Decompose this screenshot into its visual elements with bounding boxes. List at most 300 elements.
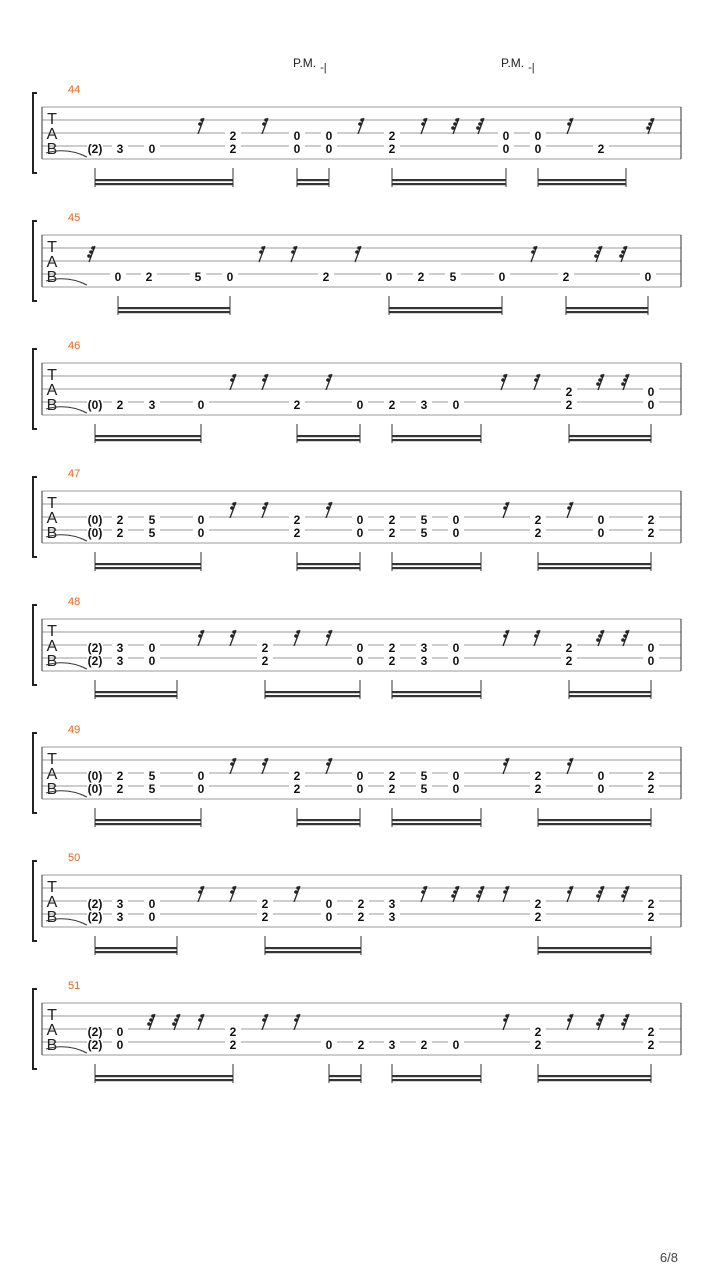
fret-number: 2 [116, 398, 124, 412]
measure-number: 45 [68, 212, 81, 224]
fret-number: 3 [116, 897, 124, 911]
beam-line [392, 1079, 481, 1081]
rest-dot [87, 254, 91, 258]
beam-line [95, 179, 233, 181]
rest-dot [149, 1018, 153, 1022]
fret-number: 2 [647, 897, 655, 911]
rest-dot [503, 890, 507, 894]
fret-number: 3 [420, 654, 428, 668]
fret-number: 2 [261, 897, 269, 911]
rest-dot [232, 630, 236, 634]
rest-dot [598, 890, 602, 894]
beam-line [118, 311, 230, 313]
tab-clef-letter: T [47, 751, 57, 768]
fret-number: 2 [229, 1038, 237, 1052]
rest-dot [294, 634, 298, 638]
fret-number: 2 [597, 142, 605, 156]
beam-line [95, 183, 233, 185]
rest-dot [198, 1018, 202, 1022]
beam-line [297, 567, 360, 569]
beam-line [538, 1079, 651, 1081]
fret-number: 2 [293, 398, 301, 412]
fret-number: 3 [116, 910, 124, 924]
fret-number: 0 [148, 910, 156, 924]
rest-dot [623, 634, 627, 638]
beam-group [95, 1064, 233, 1083]
rest-dot [232, 502, 236, 506]
fret-number: 0 [293, 142, 301, 156]
system-bracket [33, 93, 37, 173]
palm-mute-end: -| [320, 62, 327, 74]
beam-group [95, 424, 201, 443]
rest-dot [478, 122, 482, 126]
rest-dot [326, 634, 330, 638]
beam-line [297, 179, 329, 181]
rest-dot [451, 126, 455, 130]
rest-dot [596, 894, 600, 898]
fret-number: 2 [647, 1025, 655, 1039]
beam-group [95, 680, 177, 699]
fret-number: 2 [565, 641, 573, 655]
fret-number: 2 [647, 769, 655, 783]
rest-dot [230, 378, 234, 382]
palm-mute-end: -| [528, 62, 535, 74]
page-number: 6/8 [659, 1250, 678, 1265]
fret-number: 3 [388, 897, 396, 911]
fret-number: 0 [356, 513, 364, 527]
fret-number: 2 [388, 782, 396, 796]
fret-number: 0 [597, 782, 605, 796]
tab-clef-letter: A [46, 126, 58, 143]
palm-mute-marker-2 [501, 56, 535, 74]
beam-line [95, 691, 177, 693]
fret-number: 2 [293, 782, 301, 796]
rest-dot [503, 1018, 507, 1022]
fret-number: 0 [116, 1038, 124, 1052]
tab-clef-letter: A [46, 766, 58, 783]
tab-clef-letter: A [46, 254, 58, 271]
fret-number: 3 [148, 398, 156, 412]
beam-group [392, 808, 481, 827]
rest-dot [596, 638, 600, 642]
fret-number: 2 [565, 398, 573, 412]
rest-dot [264, 758, 268, 762]
tab-system-51 [33, 980, 681, 1083]
fret-number: 0 [452, 1038, 460, 1052]
rest-dot [505, 886, 509, 890]
beam-group [329, 1064, 361, 1083]
rest-dot [296, 1014, 300, 1018]
beam-line [329, 1079, 361, 1081]
rest-dot [648, 122, 652, 126]
fret-number: 0 [452, 782, 460, 796]
fret-number: 0 [644, 270, 652, 284]
rest-dot [569, 502, 573, 506]
rest-dot [567, 122, 571, 126]
system-bracket [33, 861, 37, 941]
beam-line [95, 439, 201, 441]
beam-line [392, 691, 481, 693]
fret-number: 2 [562, 270, 570, 284]
tab-clef-letter: T [47, 111, 57, 128]
fret-number: 0 [452, 398, 460, 412]
fret-number: 0 [647, 398, 655, 412]
rest-dot [293, 246, 297, 250]
rest-dot [478, 890, 482, 894]
fret-number: 2 [388, 641, 396, 655]
fret-number: 5 [449, 270, 457, 284]
beam-group [538, 808, 651, 827]
fret-number: 2 [388, 769, 396, 783]
beam-group [95, 808, 201, 827]
fret-number: 2 [322, 270, 330, 284]
fret-number: 2 [229, 129, 237, 143]
fret-number: (2) [87, 1038, 103, 1052]
tab-clef-letter: B [46, 1037, 58, 1054]
fret-number: 5 [148, 769, 156, 783]
system-bracket [33, 605, 37, 685]
fret-number: 0 [356, 782, 364, 796]
system-bracket [33, 477, 37, 557]
rest-dot [151, 1014, 155, 1018]
measure-number: 50 [68, 852, 81, 864]
beam-line [538, 951, 651, 953]
fret-number: 0 [148, 897, 156, 911]
rest-dot [480, 886, 484, 890]
rest-dot [328, 374, 332, 378]
rest-dot [505, 1014, 509, 1018]
tab-clef-letter: T [47, 879, 57, 896]
fret-number: 2 [116, 769, 124, 783]
rest-dot [536, 374, 540, 378]
rest-dot [230, 634, 234, 638]
beam-line [265, 695, 360, 697]
tab-system-46 [33, 340, 681, 443]
fret-number: 2 [417, 270, 425, 284]
fret-number: (0) [87, 526, 103, 540]
fret-number: 0 [325, 129, 333, 143]
fret-number: 5 [420, 513, 428, 527]
beam-line [538, 947, 651, 949]
beam-group [538, 168, 626, 187]
beam-line [538, 823, 651, 825]
tab-clef-letter: B [46, 397, 58, 414]
rest-dot [623, 378, 627, 382]
beam-group [569, 424, 651, 443]
fret-number: 5 [194, 270, 202, 284]
fret-number: 2 [534, 769, 542, 783]
rest-dot [198, 122, 202, 126]
beam-line [118, 307, 230, 309]
tab-system-50 [33, 852, 681, 955]
rest-dot [176, 1014, 180, 1018]
tab-clef-letter: A [46, 894, 58, 911]
rest-dot [501, 378, 505, 382]
rest-dot [326, 762, 330, 766]
rest-dot [505, 630, 509, 634]
fret-number: 3 [388, 1038, 396, 1052]
beam-line [329, 1075, 361, 1077]
beam-line [95, 563, 201, 565]
rest-dot [89, 250, 93, 254]
fret-number: 0 [197, 782, 205, 796]
tab-clef-letter: B [46, 909, 58, 926]
rest-dot [296, 630, 300, 634]
beam-line [95, 951, 177, 953]
tab-clef-letter: T [47, 239, 57, 256]
fret-number: 2 [647, 526, 655, 540]
rest-dot [262, 506, 266, 510]
rest-dot [453, 122, 457, 126]
beam-line [538, 567, 651, 569]
rest-dot [294, 1018, 298, 1022]
beam-line [95, 567, 201, 569]
fret-number: 0 [534, 142, 542, 156]
tab-clef-letter: T [47, 367, 57, 384]
rest-dot [480, 118, 484, 122]
rest-dot [567, 1018, 571, 1022]
rest-dot [200, 630, 204, 634]
rest-dot [531, 250, 535, 254]
tab-system-47 [33, 468, 681, 571]
beam-line [265, 691, 360, 693]
rest-dot [264, 118, 268, 122]
fret-number: 2 [534, 782, 542, 796]
rest-dot [505, 502, 509, 506]
beam-line [95, 695, 177, 697]
rest-dot [264, 374, 268, 378]
rest-dot [596, 382, 600, 386]
rest-dot [567, 506, 571, 510]
fret-number: 2 [357, 910, 365, 924]
rest-dot [503, 506, 507, 510]
beam-line [297, 439, 360, 441]
tab-system-45 [33, 212, 681, 315]
measure-number: 48 [68, 596, 81, 608]
beam-group [538, 1064, 651, 1083]
beam-group [392, 680, 481, 699]
fret-number: 0 [452, 641, 460, 655]
beam-group [95, 552, 201, 571]
rest-dot [328, 502, 332, 506]
fret-number: 2 [293, 513, 301, 527]
system-bracket [33, 989, 37, 1069]
fret-number: 0 [197, 769, 205, 783]
fret-number: 2 [647, 910, 655, 924]
beam-line [392, 439, 481, 441]
fret-number: 0 [647, 385, 655, 399]
beam-group [392, 1064, 481, 1083]
rest-dot [326, 378, 330, 382]
palm-mute-label: P.M. [501, 56, 525, 70]
fret-number: 0 [498, 270, 506, 284]
rest-dot [262, 762, 266, 766]
beam-line [538, 563, 651, 565]
rest-dot [261, 246, 265, 250]
fret-number: 5 [420, 782, 428, 796]
rest-dot [503, 634, 507, 638]
fret-number: 0 [114, 270, 122, 284]
rest-dot [534, 634, 538, 638]
rest-dot [625, 374, 629, 378]
rest-dot [174, 1018, 178, 1022]
fret-number: 0 [385, 270, 393, 284]
fret-number: 0 [597, 526, 605, 540]
beam-line [569, 691, 651, 693]
fret-number: 0 [356, 654, 364, 668]
beam-group [297, 168, 329, 187]
rest-dot [232, 886, 236, 890]
fret-number: 2 [261, 641, 269, 655]
beam-group [95, 936, 177, 955]
rest-dot [296, 886, 300, 890]
rest-dot [453, 890, 457, 894]
rest-dot [264, 1014, 268, 1018]
beam-group [297, 552, 360, 571]
rest-dot [625, 886, 629, 890]
fret-number: 0 [226, 270, 234, 284]
beam-line [569, 439, 651, 441]
rest-dot [200, 118, 204, 122]
fret-number: 5 [420, 769, 428, 783]
rest-dot [172, 1022, 176, 1026]
fret-number: 2 [116, 526, 124, 540]
fret-number: 2 [388, 654, 396, 668]
rest-dot [600, 1014, 604, 1018]
rest-dot [534, 378, 538, 382]
fret-number: (2) [87, 897, 103, 911]
fret-number: 2 [388, 398, 396, 412]
rest-dot [650, 118, 654, 122]
rest-dot [600, 630, 604, 634]
beam-line [392, 695, 481, 697]
beam-line [392, 567, 481, 569]
fret-number: 5 [148, 526, 156, 540]
fret-number: (0) [87, 769, 103, 783]
rest-dot [147, 1022, 151, 1026]
tab-system-49 [33, 724, 681, 827]
beam-line [538, 179, 626, 181]
rest-dot [262, 378, 266, 382]
rest-dot [91, 246, 95, 250]
rest-dot [600, 886, 604, 890]
fret-number: 2 [565, 654, 573, 668]
fret-number: 3 [388, 910, 396, 924]
beam-group [538, 552, 651, 571]
beam-line [538, 819, 651, 821]
beam-line [265, 947, 361, 949]
rest-dot [230, 506, 234, 510]
rest-dot [569, 758, 573, 762]
rest-dot [294, 890, 298, 894]
fret-number: 2 [145, 270, 153, 284]
fret-number: 0 [452, 654, 460, 668]
rest-dot [569, 886, 573, 890]
tab-clef-letter: A [46, 382, 58, 399]
fret-number: 0 [452, 526, 460, 540]
system-bracket [33, 221, 37, 301]
rest-dot [262, 122, 266, 126]
rest-dot [357, 246, 361, 250]
fret-number: 0 [647, 641, 655, 655]
rest-dot [421, 122, 425, 126]
beam-line [392, 179, 506, 181]
tab-system-44 [33, 84, 681, 187]
rest-dot [421, 890, 425, 894]
beam-group [392, 424, 481, 443]
rest-dot [569, 1014, 573, 1018]
fret-number: 3 [116, 142, 124, 156]
beam-group [389, 296, 502, 315]
measure-number: 46 [68, 340, 81, 352]
rest-dot [621, 1022, 625, 1026]
rest-dot [569, 118, 573, 122]
fret-number: (2) [87, 654, 103, 668]
measure-number: 47 [68, 468, 81, 480]
fret-number: 2 [388, 142, 396, 156]
fret-number: 0 [356, 398, 364, 412]
fret-number: 2 [388, 129, 396, 143]
beam-line [392, 819, 481, 821]
tab-clef-letter: T [47, 1007, 57, 1024]
fret-number: 0 [116, 1025, 124, 1039]
beam-line [95, 1079, 233, 1081]
rest-dot [533, 246, 537, 250]
rest-dot [200, 1014, 204, 1018]
fret-number: 2 [565, 385, 573, 399]
rest-dot [423, 118, 427, 122]
beam-group [297, 424, 360, 443]
tab-clef-letter: A [46, 638, 58, 655]
rest-dot [505, 758, 509, 762]
tab-clef-letter: B [46, 781, 58, 798]
fret-number: 0 [148, 641, 156, 655]
fret-number: 2 [357, 1038, 365, 1052]
rest-dot [596, 1022, 600, 1026]
fret-number: 0 [148, 142, 156, 156]
fret-number: 0 [502, 129, 510, 143]
beam-line [95, 435, 201, 437]
rest-dot [476, 894, 480, 898]
fret-number: 2 [534, 513, 542, 527]
rest-dot [326, 506, 330, 510]
rest-dot [621, 638, 625, 642]
fret-number: (2) [87, 641, 103, 655]
rest-dot [619, 254, 623, 258]
rest-dot [455, 118, 459, 122]
tab-clef-letter: B [46, 525, 58, 542]
rest-dot [625, 1014, 629, 1018]
fret-number: 2 [534, 910, 542, 924]
rest-dot [355, 250, 359, 254]
fret-number: 0 [452, 769, 460, 783]
tab-clef-letter: T [47, 495, 57, 512]
fret-number: 2 [420, 1038, 428, 1052]
fret-number: 0 [356, 641, 364, 655]
palm-mute-marker-1 [293, 56, 327, 74]
beam-group [569, 680, 651, 699]
fret-number: 0 [325, 897, 333, 911]
beam-line [392, 1075, 481, 1077]
fret-number: 2 [261, 910, 269, 924]
fret-number: 2 [293, 769, 301, 783]
beam-group [95, 168, 233, 187]
rest-dot [476, 126, 480, 130]
rest-dot [259, 250, 263, 254]
fret-number: 2 [388, 526, 396, 540]
fret-number: 0 [597, 513, 605, 527]
rest-dot [598, 1018, 602, 1022]
